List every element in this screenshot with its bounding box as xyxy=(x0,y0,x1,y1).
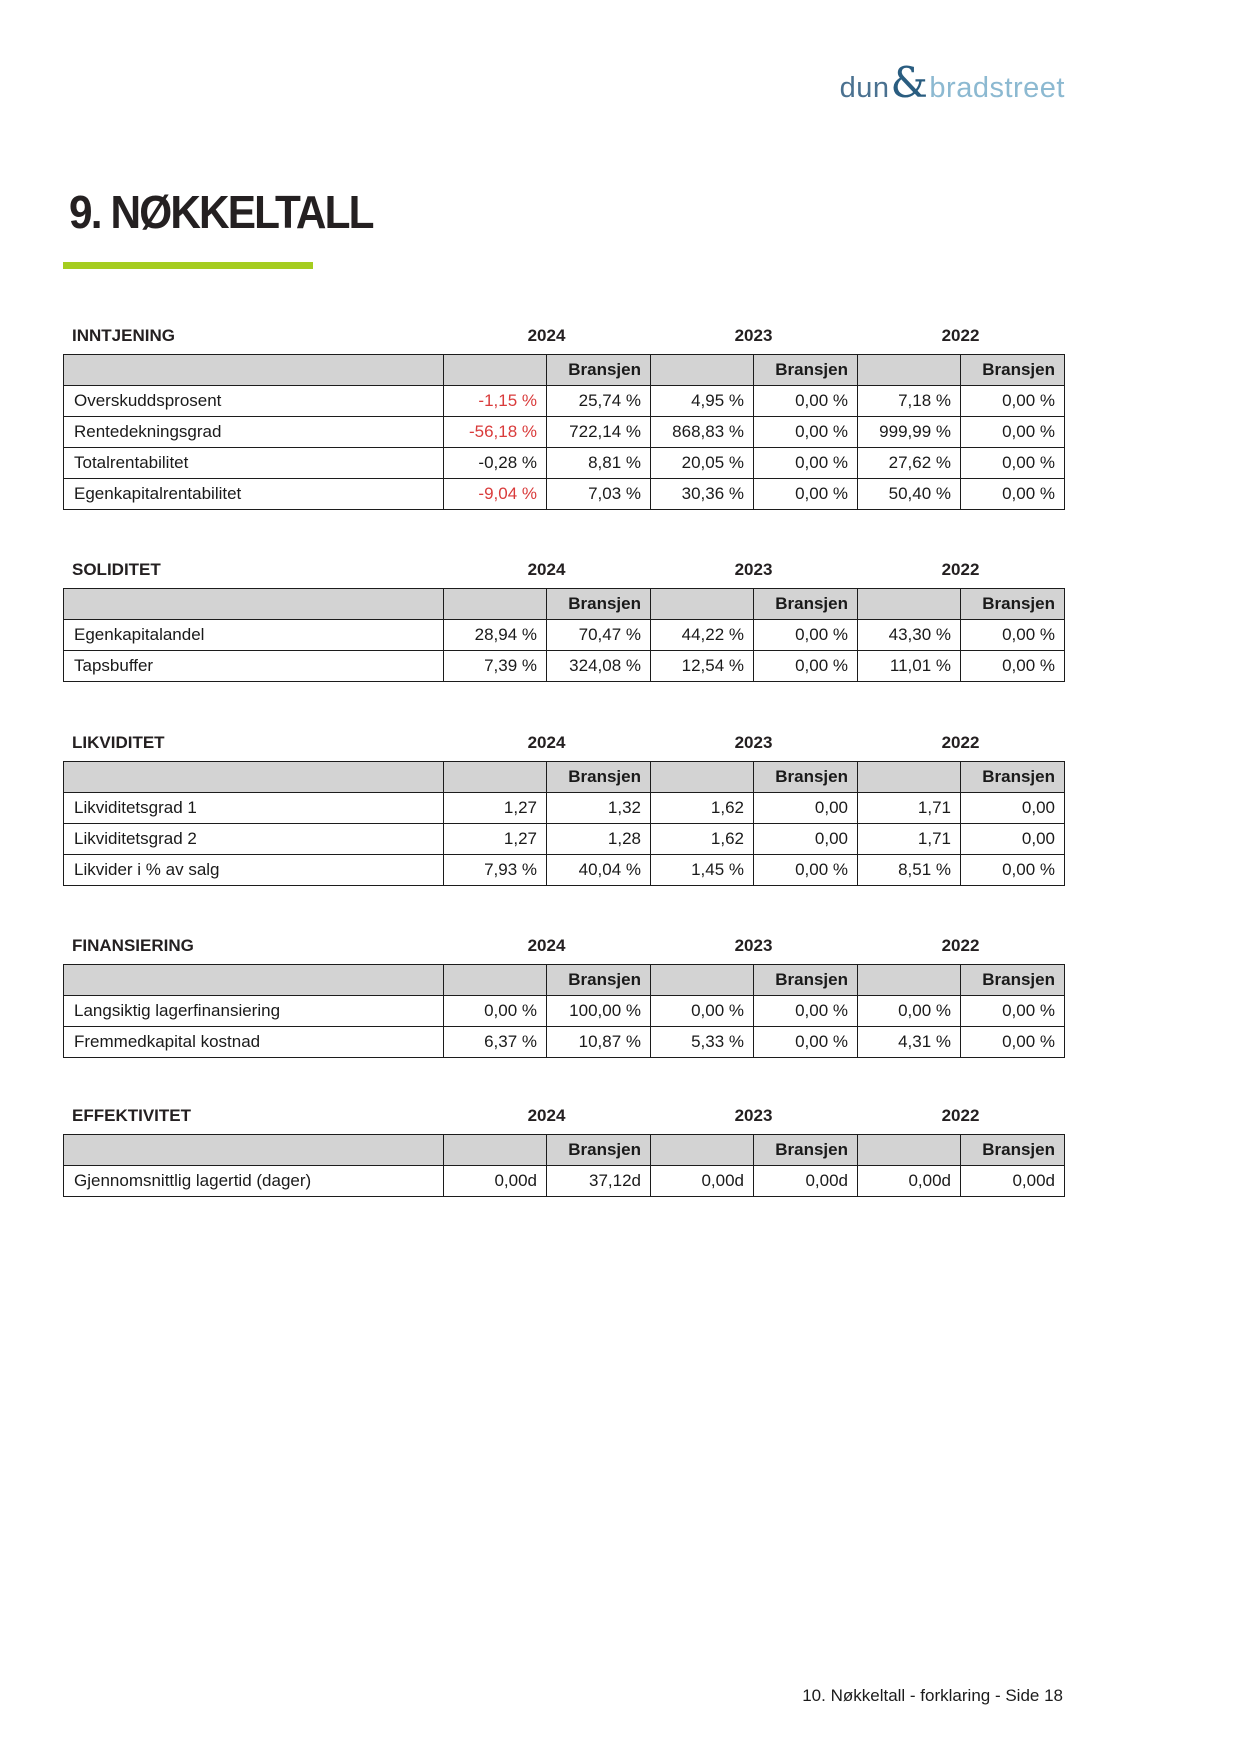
header-label-cell xyxy=(64,965,444,996)
header-year-value-cell xyxy=(444,1135,547,1166)
header-year-value-cell xyxy=(858,589,961,620)
bransjen-header: Bransjen xyxy=(961,965,1065,996)
bransjen-header: Bransjen xyxy=(547,965,651,996)
header-label-cell xyxy=(64,762,444,793)
year-label-2023: 2023 xyxy=(734,1106,773,1125)
row-label: Fremmedkapital kostnad xyxy=(64,1027,444,1058)
value-cell: 0,00 % xyxy=(961,417,1065,448)
value-cell: -0,28 % xyxy=(444,448,547,479)
year-label-2024: 2024 xyxy=(527,733,566,752)
value-cell: 25,74 % xyxy=(547,386,651,417)
section-inntjening xyxy=(63,326,1064,510)
bransjen-header: Bransjen xyxy=(961,1135,1065,1166)
header-year-value-cell xyxy=(651,965,754,996)
value-cell: 4,31 % xyxy=(858,1027,961,1058)
data-table xyxy=(63,588,1065,682)
value-cell: 0,00 % xyxy=(754,620,858,651)
header-year-value-cell xyxy=(444,965,547,996)
page-title: 9. NØKKELTALL xyxy=(69,186,373,238)
value-cell: 868,83 % xyxy=(651,417,754,448)
header-year-value-cell xyxy=(444,762,547,793)
accent-divider xyxy=(63,262,313,269)
section-title: EFFEKTIVITET xyxy=(72,1106,191,1125)
section-header xyxy=(63,733,1064,753)
value-cell: 0,00 % xyxy=(754,651,858,682)
table-header-row xyxy=(64,355,1065,386)
bransjen-header: Bransjen xyxy=(547,762,651,793)
value-cell: 1,71 xyxy=(858,793,961,824)
value-cell: 324,08 % xyxy=(547,651,651,682)
table-row xyxy=(64,793,1065,824)
value-cell: 100,00 % xyxy=(547,996,651,1027)
year-label-2024: 2024 xyxy=(527,936,566,955)
header-year-value-cell xyxy=(858,965,961,996)
value-cell: 28,94 % xyxy=(444,620,547,651)
header-year-value-cell xyxy=(651,589,754,620)
value-cell: 1,27 xyxy=(444,793,547,824)
year-label-2023: 2023 xyxy=(734,936,773,955)
section-header xyxy=(63,936,1064,956)
data-table xyxy=(63,1134,1065,1197)
value-cell: 0,00 % xyxy=(961,1027,1065,1058)
value-cell: 0,00 % xyxy=(444,996,547,1027)
bransjen-header: Bransjen xyxy=(547,589,651,620)
value-cell: 999,99 % xyxy=(858,417,961,448)
data-table xyxy=(63,761,1065,886)
row-label: Gjennomsnittlig lagertid (dager) xyxy=(64,1166,444,1197)
row-label: Likviditetsgrad 1 xyxy=(64,793,444,824)
value-cell: -56,18 % xyxy=(444,417,547,448)
value-cell: 0,00 % xyxy=(961,479,1065,510)
table-row xyxy=(64,479,1065,510)
year-label-2022: 2022 xyxy=(941,936,980,955)
year-label-2024: 2024 xyxy=(527,326,566,345)
year-label-2022: 2022 xyxy=(941,733,980,752)
year-label-2022: 2022 xyxy=(941,326,980,345)
value-cell: 0,00 xyxy=(754,793,858,824)
value-cell: 4,95 % xyxy=(651,386,754,417)
logo-text-bradstreet: bradstreet xyxy=(929,72,1065,104)
value-cell: 0,00d xyxy=(444,1166,547,1197)
bransjen-header: Bransjen xyxy=(547,1135,651,1166)
year-label-2023: 2023 xyxy=(734,733,773,752)
row-label: Rentedekningsgrad xyxy=(64,417,444,448)
row-label: Likvider i % av salg xyxy=(64,855,444,886)
row-label: Likviditetsgrad 2 xyxy=(64,824,444,855)
value-cell: 8,81 % xyxy=(547,448,651,479)
section-finansiering xyxy=(63,936,1064,1058)
value-cell: 0,00 % xyxy=(961,386,1065,417)
value-cell: 0,00d xyxy=(858,1166,961,1197)
value-cell: 6,37 % xyxy=(444,1027,547,1058)
table-header-row xyxy=(64,762,1065,793)
value-cell: 0,00 % xyxy=(754,417,858,448)
value-cell: 0,00d xyxy=(961,1166,1065,1197)
header-label-cell xyxy=(64,1135,444,1166)
section-header xyxy=(63,326,1064,346)
value-cell: 0,00 xyxy=(754,824,858,855)
value-cell: 44,22 % xyxy=(651,620,754,651)
header-year-value-cell xyxy=(444,355,547,386)
year-label-2024: 2024 xyxy=(527,1106,566,1125)
bransjen-header: Bransjen xyxy=(754,355,858,386)
table-row xyxy=(64,996,1065,1027)
value-cell: 0,00 % xyxy=(754,996,858,1027)
value-cell: 0,00 % xyxy=(961,651,1065,682)
table-row xyxy=(64,386,1065,417)
bransjen-header: Bransjen xyxy=(754,762,858,793)
table-row xyxy=(64,1166,1065,1197)
value-cell: 11,01 % xyxy=(858,651,961,682)
table-row xyxy=(64,651,1065,682)
header-label-cell xyxy=(64,589,444,620)
value-cell: 0,00d xyxy=(754,1166,858,1197)
value-cell: 27,62 % xyxy=(858,448,961,479)
value-cell: 0,00 % xyxy=(961,996,1065,1027)
header-label-cell xyxy=(64,355,444,386)
section-title: LIKVIDITET xyxy=(72,733,165,752)
logo-text-dun: dun xyxy=(839,72,890,104)
table-row xyxy=(64,855,1065,886)
row-label: Egenkapitalrentabilitet xyxy=(64,479,444,510)
value-cell: 722,14 % xyxy=(547,417,651,448)
page-footer-text: 10. Nøkkeltall - forklaring - Side 18 xyxy=(802,1686,1063,1705)
value-cell: 37,12d xyxy=(547,1166,651,1197)
value-cell: 8,51 % xyxy=(858,855,961,886)
value-cell: 20,05 % xyxy=(651,448,754,479)
year-label-2023: 2023 xyxy=(734,326,773,345)
header-year-value-cell xyxy=(858,355,961,386)
section-title: INNTJENING xyxy=(72,326,175,345)
value-cell: 7,39 % xyxy=(444,651,547,682)
row-label: Overskuddsprosent xyxy=(64,386,444,417)
header-year-value-cell xyxy=(858,1135,961,1166)
section-soliditet xyxy=(63,560,1064,682)
section-effektivitet xyxy=(63,1106,1064,1197)
value-cell: 43,30 % xyxy=(858,620,961,651)
table-header-row xyxy=(64,965,1065,996)
table-header-row xyxy=(64,589,1065,620)
table-row xyxy=(64,1027,1065,1058)
row-label: Totalrentabilitet xyxy=(64,448,444,479)
bransjen-header: Bransjen xyxy=(754,965,858,996)
value-cell: 1,71 xyxy=(858,824,961,855)
bransjen-header: Bransjen xyxy=(961,762,1065,793)
year-label-2023: 2023 xyxy=(734,560,773,579)
row-label: Egenkapitalandel xyxy=(64,620,444,651)
value-cell: -1,15 % xyxy=(444,386,547,417)
value-cell: 1,62 xyxy=(651,824,754,855)
value-cell: 7,93 % xyxy=(444,855,547,886)
bransjen-header: Bransjen xyxy=(961,589,1065,620)
value-cell: 0,00 % xyxy=(754,386,858,417)
value-cell: 0,00 % xyxy=(754,1027,858,1058)
bransjen-header: Bransjen xyxy=(961,355,1065,386)
data-table xyxy=(63,964,1065,1058)
logo-ampersand-icon: & xyxy=(890,58,929,107)
table-row xyxy=(64,448,1065,479)
value-cell: 10,87 % xyxy=(547,1027,651,1058)
bransjen-header: Bransjen xyxy=(547,355,651,386)
value-cell: 0,00 % xyxy=(961,620,1065,651)
value-cell: 30,36 % xyxy=(651,479,754,510)
value-cell: 1,27 xyxy=(444,824,547,855)
year-label-2024: 2024 xyxy=(527,560,566,579)
value-cell: 7,03 % xyxy=(547,479,651,510)
value-cell: 70,47 % xyxy=(547,620,651,651)
year-label-2022: 2022 xyxy=(941,560,980,579)
header-year-value-cell xyxy=(651,762,754,793)
row-label: Tapsbuffer xyxy=(64,651,444,682)
value-cell: 1,28 xyxy=(547,824,651,855)
value-cell: 50,40 % xyxy=(858,479,961,510)
value-cell: 1,45 % xyxy=(651,855,754,886)
value-cell: 0,00 % xyxy=(754,855,858,886)
bransjen-header: Bransjen xyxy=(754,1135,858,1166)
table-row xyxy=(64,620,1065,651)
section-likviditet xyxy=(63,733,1064,886)
value-cell: 0,00 % xyxy=(651,996,754,1027)
dun-bradstreet-logo xyxy=(839,58,1065,107)
value-cell: 0,00 xyxy=(961,824,1065,855)
header-year-value-cell xyxy=(651,355,754,386)
value-cell: 0,00d xyxy=(651,1166,754,1197)
value-cell: 0,00 % xyxy=(754,448,858,479)
value-cell: 1,62 xyxy=(651,793,754,824)
value-cell: 0,00 % xyxy=(961,448,1065,479)
value-cell: 12,54 % xyxy=(651,651,754,682)
value-cell: 0,00 % xyxy=(858,996,961,1027)
row-label: Langsiktig lagerfinansiering xyxy=(64,996,444,1027)
value-cell: 0,00 % xyxy=(961,855,1065,886)
year-label-2022: 2022 xyxy=(941,1106,980,1125)
table-row xyxy=(64,417,1065,448)
header-year-value-cell xyxy=(651,1135,754,1166)
header-year-value-cell xyxy=(858,762,961,793)
header-year-value-cell xyxy=(444,589,547,620)
value-cell: 0,00 xyxy=(961,793,1065,824)
value-cell: 7,18 % xyxy=(858,386,961,417)
value-cell: 0,00 % xyxy=(754,479,858,510)
value-cell: 5,33 % xyxy=(651,1027,754,1058)
section-header xyxy=(63,1106,1064,1126)
section-title: SOLIDITET xyxy=(72,560,161,579)
data-table xyxy=(63,354,1065,510)
table-header-row xyxy=(64,1135,1065,1166)
section-title: FINANSIERING xyxy=(72,936,194,955)
value-cell: -9,04 % xyxy=(444,479,547,510)
table-row xyxy=(64,824,1065,855)
bransjen-header: Bransjen xyxy=(754,589,858,620)
value-cell: 1,32 xyxy=(547,793,651,824)
value-cell: 40,04 % xyxy=(547,855,651,886)
section-header xyxy=(63,560,1064,580)
